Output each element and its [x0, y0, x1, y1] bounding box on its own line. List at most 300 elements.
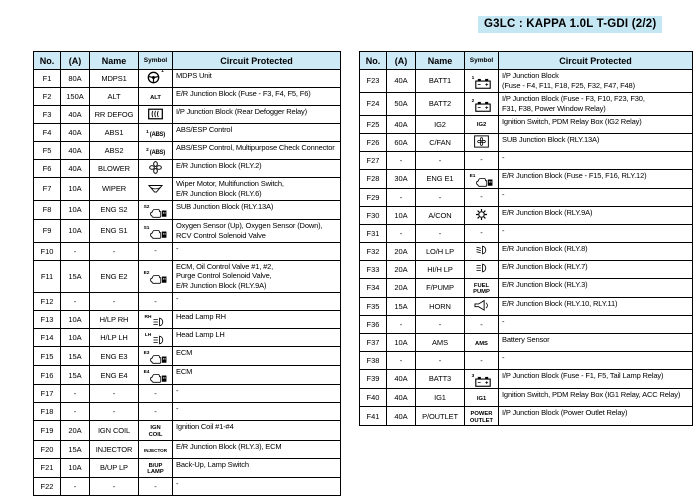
symbol-label: ALT [150, 94, 161, 101]
fuse-amperage: 10A [61, 178, 90, 201]
col-circuit: Circuit Protected [499, 52, 693, 70]
circuit-line: Ignition Coil #1-#4 [176, 422, 234, 432]
fuse-amperage: - [387, 351, 416, 369]
fuse-name: A/CON [416, 206, 465, 224]
steering-wheel-icon-wrap [147, 71, 164, 84]
fuse-circuit-protected [173, 440, 341, 458]
fuse-name: IG1 [416, 388, 465, 406]
fuse-symbol [465, 333, 499, 351]
fuse-circuit-protected [173, 160, 341, 178]
blower-fan-icon [149, 161, 162, 174]
fuse-symbol [139, 260, 173, 293]
circuit-line: Battery Sensor [502, 334, 550, 344]
battery-icon-wrap [471, 98, 492, 112]
fuse-circuit-protected [499, 333, 693, 351]
symbol-text [149, 425, 163, 438]
circuit-line: E/R Junction Block (RLY.9A) [502, 207, 593, 217]
rear-defogger-icon-wrap [148, 108, 163, 120]
fuse-number: F21 [34, 458, 61, 477]
fuse-row [360, 206, 693, 224]
fuse-amperage: 40A [61, 106, 90, 124]
fuse-symbol [465, 278, 499, 297]
circuit-line: I/P Junction Block (Rear Defogger Relay) [176, 107, 308, 116]
fuse-row [34, 458, 341, 477]
fuse-symbol [465, 70, 499, 93]
battery-icon [475, 376, 491, 387]
fuse-amperage: - [61, 242, 90, 260]
fuse-row [34, 293, 341, 311]
fuse-amperage: 10A [387, 333, 416, 351]
fuse-name: IGN COIL [90, 421, 139, 440]
fuse-name: HI/H LP [416, 260, 465, 278]
symbol-superscript: 2 [146, 147, 149, 153]
symbol-label: IG2 [476, 122, 487, 129]
fuse-amperage: 30A [387, 169, 416, 188]
col-circuit: Circuit Protected [173, 52, 341, 70]
symbol-label: AMS [475, 340, 488, 347]
fuse-number: F24 [360, 92, 387, 115]
fuse-number: F40 [360, 388, 387, 406]
symbol-text [154, 390, 157, 399]
fuse-symbol [465, 406, 499, 425]
fuse-circuit-protected [499, 278, 693, 297]
horn-icon-wrap [474, 300, 490, 311]
headlamp-high-beam-icon [475, 263, 489, 273]
fuse-symbol [139, 440, 173, 458]
symbol-text [144, 448, 167, 453]
fuse-circuit-protected [499, 133, 693, 151]
fuse-row [360, 169, 693, 188]
circuit-line: F31, F38, Power Window Relay) [502, 103, 606, 113]
fuse-name: - [416, 315, 465, 333]
symbol-label: - [480, 228, 483, 238]
fuse-number: F31 [360, 224, 387, 242]
symbol-label: - [480, 192, 483, 202]
fuse-number: F23 [360, 70, 387, 93]
symbol-label: - [154, 481, 157, 491]
horn-icon [474, 300, 490, 311]
fuse-circuit-protected [173, 70, 341, 88]
circuit-line: Head Lamp RH [176, 312, 226, 322]
fuse-name: C/FAN [416, 133, 465, 151]
fuse-number: F35 [360, 297, 387, 315]
fuse-circuit-protected [173, 242, 341, 260]
symbol-superscript: S1 [143, 225, 150, 231]
fuse-amperage: 10A [61, 219, 90, 242]
fuse-name: LO/H LP [416, 242, 465, 260]
symbol-text [154, 247, 157, 256]
battery-icon-wrap [471, 75, 492, 89]
fuse-symbol [139, 160, 173, 178]
circuit-line: I/P Junction Block (Fuse - F1, F5, Tail Lamp Relay) [502, 370, 664, 380]
fuse-number: F36 [360, 315, 387, 333]
symbol-superscript: S2 [143, 204, 150, 210]
fuse-name: HORN [416, 297, 465, 315]
blower-fan-icon-wrap [149, 161, 162, 174]
fuse-name: ABS1 [90, 124, 139, 142]
fuse-symbol [139, 329, 173, 347]
fuse-circuit-protected [499, 369, 693, 388]
fuse-number: F14 [34, 329, 61, 347]
fuse-name: P/OUTLET [416, 406, 465, 425]
fuse-number: F13 [34, 311, 61, 329]
fuse-number: F28 [360, 169, 387, 188]
fuse-circuit-protected [173, 347, 341, 366]
fuse-number: F1 [34, 70, 61, 88]
circuit-line: I/P Junction Block [502, 71, 559, 80]
fuse-amperage: 15A [387, 297, 416, 315]
fuse-name: ENG S2 [90, 200, 139, 219]
fuse-row [360, 260, 693, 278]
symbol-text [146, 129, 165, 139]
fuse-symbol [465, 260, 499, 278]
symbol-label: - [480, 155, 483, 165]
fuse-name: ENG E1 [416, 169, 465, 188]
fuse-circuit-protected [173, 124, 341, 142]
symbol-superscript: 1 [471, 75, 475, 81]
circuit-line: ECM, Oil Control Valve #1, #2, [176, 261, 274, 271]
symbol-text [147, 463, 163, 476]
engine-icon-wrap [144, 372, 168, 383]
fuse-circuit-protected [173, 200, 341, 219]
engine-icon [150, 353, 167, 364]
fuse-circuit-protected [499, 224, 693, 242]
fuse-number: F4 [34, 124, 61, 142]
fuse-amperage: 40A [387, 388, 416, 406]
symbol-text [154, 408, 157, 417]
circuit-line: - [502, 189, 505, 199]
fuse-amperage: 15A [61, 440, 90, 458]
circuit-line: RCV Control Solenoid Valve [176, 230, 266, 240]
fuse-row [34, 142, 341, 160]
fuse-row [360, 297, 693, 315]
symbol-label: - [480, 355, 483, 365]
circuit-line: E/R Junction Block (RLY.3), ECM [176, 441, 282, 451]
symbol-text [477, 122, 486, 129]
circuit-line: - [176, 386, 179, 396]
fuse-row [360, 351, 693, 369]
fuse-row [34, 329, 341, 347]
fuse-name: - [90, 477, 139, 495]
fuse-symbol [465, 315, 499, 333]
circuit-line: - [176, 478, 179, 488]
wiper-icon [148, 182, 163, 194]
fuse-amperage: 80A [61, 70, 90, 88]
fuse-row [360, 333, 693, 351]
fuse-symbol [139, 106, 173, 124]
fuse-number: F33 [360, 260, 387, 278]
col-name: Name [416, 52, 465, 70]
fuse-circuit-protected [499, 169, 693, 188]
fuse-number: F25 [360, 115, 387, 133]
fuse-circuit-protected [499, 92, 693, 115]
circuit-line: E/R Junction Block (RLY.8) [502, 243, 588, 253]
symbol-text [146, 147, 165, 157]
symbol-superscript: 3 [471, 373, 475, 379]
fuse-row [34, 124, 341, 142]
engine-icon [150, 273, 167, 284]
fuse-row [34, 385, 341, 403]
col-no: No. [34, 52, 61, 70]
headlamp-low-beam-icon [475, 245, 489, 255]
circuit-line: Oxygen Sensor (Up), Oxygen Sensor (Down), [176, 220, 323, 230]
col-symbol: Symbol [465, 52, 499, 70]
fuse-symbol [139, 421, 173, 440]
circuit-line: Ignition Switch, PDM Relay Box (IG2 Relay) [502, 116, 642, 126]
battery-icon-wrap [471, 373, 492, 387]
symbol-text [480, 229, 483, 238]
fuse-row [360, 115, 693, 133]
fuse-row [34, 366, 341, 385]
fuse-tables-container [33, 51, 693, 496]
fuse-symbol [139, 178, 173, 201]
fuse-symbol [465, 369, 499, 388]
fuse-circuit-protected [173, 385, 341, 403]
fuse-rows-right [360, 70, 693, 426]
fuse-name: ENG E3 [90, 347, 139, 366]
fuse-circuit-protected [499, 242, 693, 260]
fuse-number: F41 [360, 406, 387, 425]
symbol-text [477, 396, 486, 403]
fuse-symbol [139, 242, 173, 260]
fuse-row [360, 151, 693, 169]
fuse-circuit-protected [499, 188, 693, 206]
symbol-label: - [154, 246, 157, 256]
fuse-name: H/LP LH [90, 329, 139, 347]
engine-icon [150, 207, 167, 218]
fuse-number: F19 [34, 421, 61, 440]
fuse-amperage: 150A [61, 88, 90, 106]
symbol-label: - [154, 406, 157, 416]
fuse-symbol [465, 351, 499, 369]
fuse-symbol [139, 142, 173, 160]
circuit-line: - [502, 225, 505, 235]
fuse-row [34, 242, 341, 260]
fuse-symbol [465, 206, 499, 224]
symbol-label: INJECTOR [143, 447, 168, 453]
symbol-label: IGN COIL [148, 425, 163, 438]
fuse-name: - [90, 242, 139, 260]
headlamp-high-beam-icon-wrap [475, 263, 489, 273]
fuse-circuit-protected [499, 260, 693, 278]
fuse-row [34, 347, 341, 366]
fuse-number: F22 [34, 477, 61, 495]
fuse-amperage: - [387, 315, 416, 333]
fuse-symbol [465, 169, 499, 188]
cooling-fan-icon-wrap [474, 135, 489, 148]
fuse-rows-left [34, 70, 341, 496]
fuse-circuit-protected [173, 106, 341, 124]
symbol-label: FUEL PUMP [473, 282, 490, 296]
circuit-line: MDPS Unit [176, 71, 212, 80]
fuse-symbol [139, 200, 173, 219]
fuse-number: F18 [34, 403, 61, 421]
fuse-amperage: 10A [387, 206, 416, 224]
fuse-amperage: 60A [387, 133, 416, 151]
symbol-text [480, 321, 483, 330]
circuit-line: I/P Junction Block (Fuse - F3, F10, F23, F30, [502, 93, 645, 103]
fuse-amperage: 50A [387, 92, 416, 115]
headlamp-icon [152, 317, 166, 327]
headlamp-icon [152, 335, 166, 345]
circuit-line: - [502, 352, 505, 362]
steering-wheel-icon [147, 71, 160, 84]
fuse-number: F15 [34, 347, 61, 366]
engine-icon [476, 176, 493, 187]
fuse-amperage: - [387, 224, 416, 242]
engine-icon-wrap [144, 273, 168, 284]
wiper-icon-wrap [148, 182, 163, 194]
fuse-row [34, 403, 341, 421]
symbol-text [480, 156, 483, 165]
circuit-line: (Fuse - F4, F11, F18, F25, F32, F47, F48) [502, 80, 635, 90]
circuit-line: - [502, 152, 505, 162]
fuse-name: BATT1 [416, 70, 465, 93]
fuse-row [360, 70, 693, 93]
fuse-circuit-protected [173, 477, 341, 495]
symbol-label: - [154, 296, 157, 306]
fuse-row [34, 440, 341, 458]
fuse-number: F29 [360, 188, 387, 206]
fuse-circuit-protected [173, 421, 341, 440]
circuit-line: E/R Junction Block (Fuse - F15, F16, RLY.12) [502, 170, 647, 180]
fuse-row [360, 388, 693, 406]
symbol-text [480, 357, 483, 366]
fuse-row [34, 178, 341, 201]
fuse-symbol [465, 297, 499, 315]
fuse-row [34, 160, 341, 178]
fuse-amperage: 40A [61, 160, 90, 178]
fuse-name: ABS2 [90, 142, 139, 160]
fuse-amperage: 10A [61, 458, 90, 477]
fuse-amperage: 40A [387, 70, 416, 93]
fuse-number: F26 [360, 133, 387, 151]
circuit-line: Head Lamp LH [176, 330, 225, 340]
fuse-symbol [139, 366, 173, 385]
fuse-symbol [465, 151, 499, 169]
fuse-number: F16 [34, 366, 61, 385]
col-amp: (A) [61, 52, 90, 70]
engine-icon-wrap [469, 173, 494, 187]
ac-compressor-icon [475, 208, 488, 221]
fuse-amperage: 15A [61, 260, 90, 293]
circuit-line: SUB Junction Block (RLY.13A) [176, 201, 274, 211]
symbol-superscript: LH [144, 333, 152, 339]
page-title: G3LC : KAPPA 1.0L T-GDI (2/2) [478, 16, 662, 33]
fuse-number: F2 [34, 88, 61, 106]
fuse-circuit-protected [173, 142, 341, 160]
fuse-circuit-protected [499, 351, 693, 369]
fuse-circuit-protected [173, 88, 341, 106]
fuse-name: BATT3 [416, 369, 465, 388]
fuse-name: - [416, 351, 465, 369]
fuse-row [34, 88, 341, 106]
fuse-table-left [33, 51, 341, 496]
fuse-name: IG2 [416, 115, 465, 133]
symbol-label: - [154, 388, 157, 398]
fuse-symbol [465, 388, 499, 406]
circuit-line: E/R Junction Block (RLY.2) [176, 161, 262, 170]
fuse-amperage: - [61, 477, 90, 495]
fuse-name: - [416, 151, 465, 169]
col-symbol: Symbol [139, 52, 173, 70]
fuse-row [34, 70, 341, 88]
circuit-line: E/R Junction Block (RLY.7) [502, 261, 588, 271]
symbol-superscript: E1 [469, 173, 476, 179]
circuit-line: SUB Junction Block (RLY.13A) [502, 134, 600, 144]
fuse-table-right [359, 51, 693, 426]
fuse-symbol [139, 403, 173, 421]
circuit-line: Purge Control Solenoid Valve, [176, 271, 272, 281]
fuse-row [34, 106, 341, 124]
fuse-row [34, 200, 341, 219]
fuse-symbol [139, 385, 173, 403]
fuse-name: AMS [416, 333, 465, 351]
symbol-superscript: 1 [161, 69, 164, 74]
circuit-line: Wiper Motor, Multifunction Switch, [176, 179, 284, 188]
fuse-row [34, 260, 341, 293]
fuse-amperage: - [61, 385, 90, 403]
fuse-amperage: 20A [61, 421, 90, 440]
col-no: No. [360, 52, 387, 70]
fuse-number: F10 [34, 242, 61, 260]
circuit-line: ABS/ESP Control, Multipurpose Check Connector [176, 143, 335, 152]
fuse-row [360, 242, 693, 260]
fuse-symbol [139, 70, 173, 88]
fuse-name: - [416, 188, 465, 206]
fuse-symbol [139, 219, 173, 242]
fuse-row [360, 315, 693, 333]
circuit-line: Back-Up, Lamp Switch [176, 459, 249, 469]
symbol-label: (ABS) [149, 131, 165, 138]
fuse-amperage: 40A [61, 142, 90, 160]
fuse-number: F30 [360, 206, 387, 224]
circuit-line: E/R Junction Block (RLY.9A) [176, 281, 267, 291]
headlamp-icon-wrap [145, 317, 167, 327]
fuse-row [360, 369, 693, 388]
fuse-circuit-protected [173, 219, 341, 242]
fuse-amperage: 15A [61, 366, 90, 385]
fuse-name: ALT [90, 88, 139, 106]
fuse-amperage: - [387, 188, 416, 206]
fuse-symbol [139, 124, 173, 142]
fuse-number: F3 [34, 106, 61, 124]
fuse-row [360, 133, 693, 151]
symbol-superscript: E4 [143, 370, 150, 376]
fuse-row [360, 188, 693, 206]
fuse-number: F37 [360, 333, 387, 351]
fuse-name: BATT2 [416, 92, 465, 115]
circuit-line: - [176, 294, 179, 304]
fuse-name: ENG E2 [90, 260, 139, 293]
symbol-label: IG1 [476, 395, 487, 402]
battery-icon [475, 78, 491, 89]
symbol-superscript: E2 [143, 271, 150, 277]
symbol-text [475, 341, 488, 348]
symbol-label: - [480, 319, 483, 329]
symbol-text [154, 298, 157, 307]
fuse-symbol [465, 133, 499, 151]
symbol-text [470, 411, 493, 424]
table-header [34, 52, 341, 70]
fuse-row [360, 92, 693, 115]
fuse-amperage: - [387, 151, 416, 169]
fuse-symbol [465, 92, 499, 115]
fuse-circuit-protected [173, 366, 341, 385]
fuse-name: F/PUMP [416, 278, 465, 297]
fuse-number: F17 [34, 385, 61, 403]
cooling-fan-icon [474, 135, 489, 148]
